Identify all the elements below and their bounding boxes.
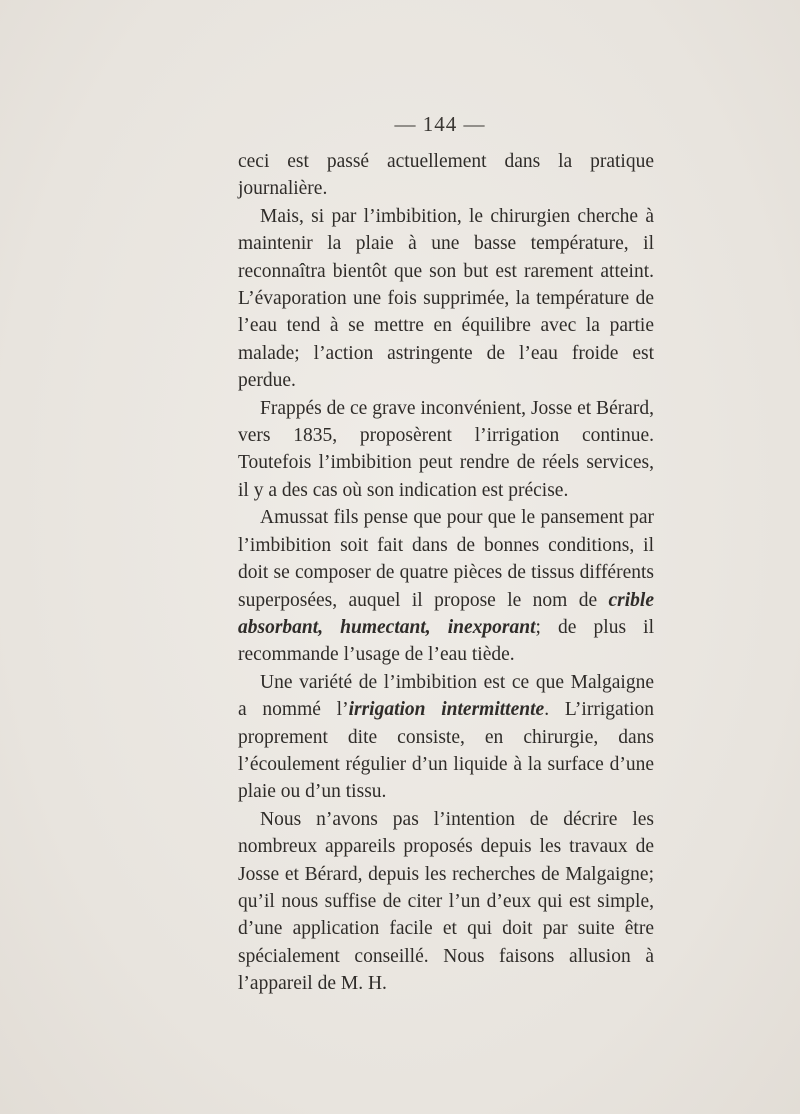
paragraph xyxy=(238,203,654,395)
text-run: Frappés de ce grave inconvénient, Josse et Bérard, vers 1835, proposèrent l’irrigation continue. Toutefois l’imbibition peut rendre de réels services, il y a des cas où son indication est précise. xyxy=(238,397,654,501)
paragraph xyxy=(238,148,654,203)
text-run: Amussat fils pense que pour que le pansement par l’imbibition soit fait dans de bonnes conditions, il doit se composer de quatre pièces de tissus différents superposées, auquel il propose le nom de xyxy=(238,507,654,611)
emphasized-term: irrigation intermittente xyxy=(348,699,545,721)
text-run: Une variété de l’imbibition est ce que Malgaigne a nommé l’ xyxy=(238,671,654,721)
body-text xyxy=(238,148,654,998)
text-run: ceci est passé actuellement dans la pratique journalière. xyxy=(238,151,654,200)
emphasized-term: crible absorbant, humectant, inexporant xyxy=(238,589,654,638)
paragraph xyxy=(238,395,654,505)
paragraph xyxy=(238,669,654,806)
text-run: Mais, si par l’imbibition, le chirurgien cherche à maintenir la plaie à une basse température, il reconnaîtra bientôt que son but est rarement atteint. L’évaporation une fois supprimée, la température de l’eau tend à se mettre en équilibre avec la partie malade; l’action astringente de l’eau froide est perdue. xyxy=(238,205,654,392)
text-run: ; de plus il recommande l’usage de l’eau tiède. xyxy=(238,616,654,666)
page-number: — 144 — xyxy=(394,112,486,136)
paragraph xyxy=(238,806,654,998)
text-run: Nous n’avons pas l’intention de décrire les nombreux appareils proposés depuis les travaux de Josse et Bérard, depuis les recherches de Malgaigne; qu’il nous suffise de citer l’un d’eux qui est simple, d’une application facile et qui doit par suite être spécialement conseillé. Nous faisons allusion à l’appareil de M. H. xyxy=(238,808,654,995)
paragraph xyxy=(238,504,654,668)
text-run: . L’irrigation proprement dite consiste, en chirurgie, dans l’écoulement régulier d’un liquide à la surface d’une plaie ou d’un tissu. xyxy=(238,699,654,803)
